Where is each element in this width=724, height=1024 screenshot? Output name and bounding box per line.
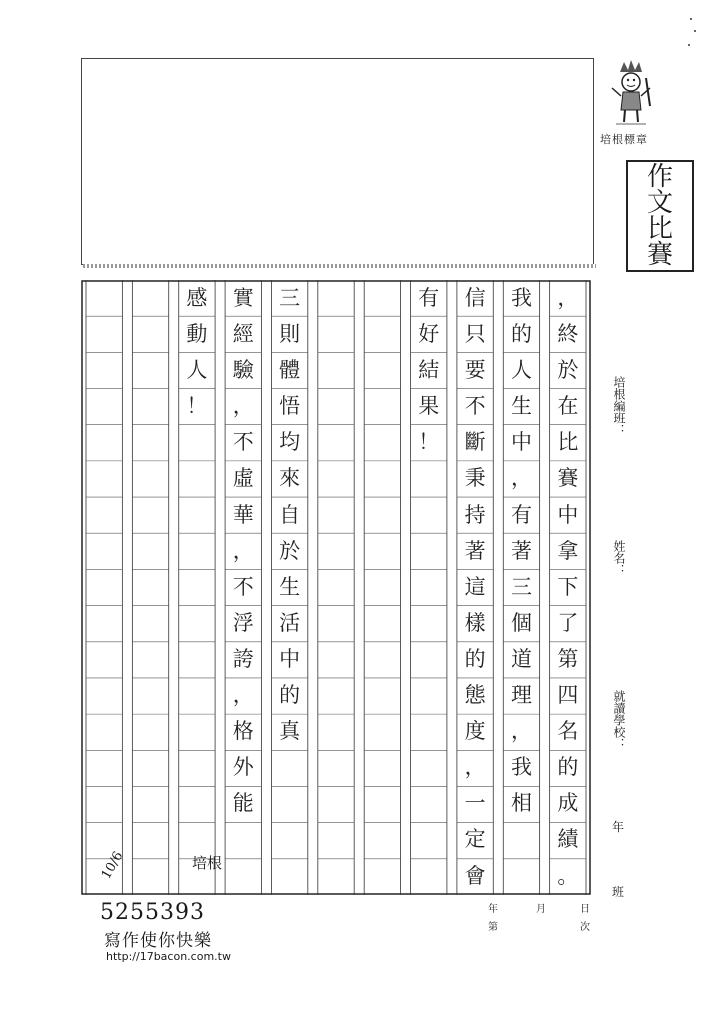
contest-title-char: 賽 bbox=[646, 240, 673, 270]
essay-char: 著 bbox=[510, 538, 532, 563]
essay-column bbox=[90, 280, 118, 895]
essay-char: 比 bbox=[557, 430, 579, 455]
essay-char: 個 bbox=[510, 610, 532, 635]
times-label: 次 bbox=[580, 922, 590, 933]
teacher-mark: 培根 bbox=[192, 854, 223, 872]
essay-char: 中 bbox=[279, 646, 301, 671]
essay-char: 我 bbox=[510, 755, 532, 780]
essay-char: 樣 bbox=[464, 610, 486, 635]
month-label: 月 bbox=[536, 904, 546, 915]
essay-column bbox=[368, 280, 396, 895]
essay-char: 終 bbox=[557, 322, 579, 347]
essay-char: 經 bbox=[232, 322, 254, 347]
essay-char: 生 bbox=[279, 574, 301, 599]
school-label-text: 就讀學校： bbox=[612, 690, 626, 750]
essay-char: 體 bbox=[279, 358, 301, 383]
class-word-label bbox=[612, 885, 624, 899]
class-label bbox=[612, 376, 626, 436]
essay-char: 賽 bbox=[557, 466, 579, 491]
essay-char: 活 bbox=[279, 610, 301, 635]
website-url: http://17bacon.com.tw bbox=[106, 950, 231, 963]
essay-char: 持 bbox=[464, 502, 486, 527]
essay-char: ， bbox=[464, 755, 486, 780]
essay-char: 著 bbox=[464, 538, 486, 563]
essay-column bbox=[415, 280, 443, 895]
essay-char: 驗 bbox=[232, 358, 254, 383]
essay-char: 這 bbox=[464, 574, 486, 599]
essay-column bbox=[229, 280, 257, 895]
contest-title-box bbox=[626, 160, 694, 272]
essay-char: 動 bbox=[186, 322, 208, 347]
essay-char: ， bbox=[510, 719, 532, 744]
stamp-label: 培根標章 bbox=[600, 133, 648, 146]
date-mark: 10/6 bbox=[98, 849, 127, 882]
essay-char: 道 bbox=[510, 646, 532, 671]
essay-char: 斷 bbox=[464, 430, 486, 455]
essay-char: 態 bbox=[464, 683, 486, 708]
essay-char: 的 bbox=[510, 322, 532, 347]
comment-box-shadow bbox=[83, 264, 596, 268]
essay-char: 要 bbox=[464, 358, 486, 383]
essay-char: 則 bbox=[279, 322, 301, 347]
school-label bbox=[612, 690, 626, 750]
essay-char: ！ bbox=[418, 430, 440, 455]
essay-column bbox=[322, 280, 350, 895]
contest-title-char: 作 bbox=[646, 162, 673, 192]
essay-column bbox=[137, 280, 165, 895]
essay-column bbox=[461, 280, 489, 895]
essay-char: 度 bbox=[464, 719, 486, 744]
essay-char: 外 bbox=[232, 755, 254, 780]
contest-title-char: 比 bbox=[646, 214, 673, 244]
essay-char: 於 bbox=[279, 538, 301, 563]
essay-char: ， bbox=[232, 538, 254, 563]
essay-char: 拿 bbox=[557, 538, 579, 563]
essay-char: 績 bbox=[557, 827, 579, 852]
essay-char: 的 bbox=[557, 755, 579, 780]
essay-char: 均 bbox=[279, 430, 301, 455]
essay-char: 生 bbox=[510, 394, 532, 419]
essay-char: 一 bbox=[464, 791, 486, 816]
essay-char: 只 bbox=[464, 322, 486, 347]
bacon-mascot-stamp-icon bbox=[606, 58, 656, 128]
document-code: 5255393 bbox=[100, 900, 205, 925]
essay-char: 不 bbox=[232, 574, 254, 599]
essay-char: 第 bbox=[557, 646, 579, 671]
essay-char: 來 bbox=[279, 466, 301, 491]
essay-char: 相 bbox=[510, 791, 532, 816]
essay-char: 。 bbox=[557, 863, 579, 888]
essay-char: 信 bbox=[464, 286, 486, 310]
essay-char: 浮 bbox=[232, 610, 254, 635]
essay-char: 四 bbox=[557, 683, 579, 708]
essay-char: 我 bbox=[510, 286, 532, 310]
essay-char: 自 bbox=[279, 502, 301, 527]
year-label: 年 bbox=[488, 904, 498, 915]
class-word-label-text: 班 bbox=[612, 885, 625, 899]
essay-char: ， bbox=[510, 466, 532, 491]
essay-char: 秉 bbox=[464, 466, 486, 491]
essay-column bbox=[276, 280, 304, 895]
grade-label-text: 年 bbox=[612, 820, 625, 834]
essay-char: ！ bbox=[186, 394, 208, 419]
name-label bbox=[612, 540, 626, 576]
essay-char: 中 bbox=[510, 430, 532, 455]
essay-char: 有 bbox=[510, 502, 532, 527]
essay-char: 真 bbox=[279, 719, 301, 744]
scan-dot bbox=[690, 18, 692, 20]
essay-char: 誇 bbox=[232, 646, 254, 671]
essay-char: 人 bbox=[510, 358, 532, 383]
slogan: 寫作使你快樂 bbox=[104, 931, 212, 951]
essay-char: 三 bbox=[510, 574, 532, 599]
essay-char: 人 bbox=[186, 358, 208, 383]
essay-char: 實 bbox=[232, 286, 254, 310]
essay-char: 成 bbox=[557, 791, 579, 816]
essay-char: ， bbox=[232, 394, 254, 419]
essay-char: 三 bbox=[279, 286, 301, 310]
essay-char: ， bbox=[232, 683, 254, 708]
essay-char: 好 bbox=[418, 322, 440, 347]
comment-box bbox=[81, 58, 594, 265]
essay-char: 不 bbox=[464, 394, 486, 419]
essay-char: 定 bbox=[464, 827, 486, 852]
essay-char: 能 bbox=[232, 791, 254, 816]
essay-char: 在 bbox=[557, 394, 579, 419]
essay-column bbox=[554, 280, 582, 895]
essay-char: 於 bbox=[557, 358, 579, 383]
essay-char: 華 bbox=[232, 502, 254, 527]
day-label: 日 bbox=[580, 904, 590, 915]
essay-char: 悟 bbox=[279, 394, 301, 419]
essay-char: 果 bbox=[418, 394, 440, 419]
essay-column bbox=[507, 280, 535, 895]
essay-char: 理 bbox=[510, 683, 532, 708]
essay-char: 結 bbox=[418, 358, 440, 383]
contest-title-char: 文 bbox=[646, 188, 673, 218]
scan-dot bbox=[688, 44, 690, 46]
name-label-text: 姓名： bbox=[612, 540, 626, 576]
essay-char: 格 bbox=[232, 719, 254, 744]
essay-char: 會 bbox=[464, 863, 486, 888]
no-label: 第 bbox=[488, 922, 498, 933]
essay-char: 不 bbox=[232, 430, 254, 455]
essay-char: 的 bbox=[279, 683, 301, 708]
essay-char: 下 bbox=[557, 574, 579, 599]
class-label-text: 培根編班： bbox=[612, 376, 626, 436]
scan-dot bbox=[694, 30, 696, 32]
essay-char: 名 bbox=[557, 719, 579, 744]
essay-char: ， bbox=[557, 286, 579, 310]
essay-char: 的 bbox=[464, 646, 486, 671]
essay-char: 虛 bbox=[232, 466, 254, 491]
essay-column bbox=[183, 280, 211, 895]
grade-label bbox=[612, 820, 624, 834]
essay-char: 了 bbox=[557, 610, 579, 635]
essay-char: 有 bbox=[418, 286, 440, 310]
essay-char: 感 bbox=[186, 286, 208, 310]
essay-char: 中 bbox=[557, 502, 579, 527]
